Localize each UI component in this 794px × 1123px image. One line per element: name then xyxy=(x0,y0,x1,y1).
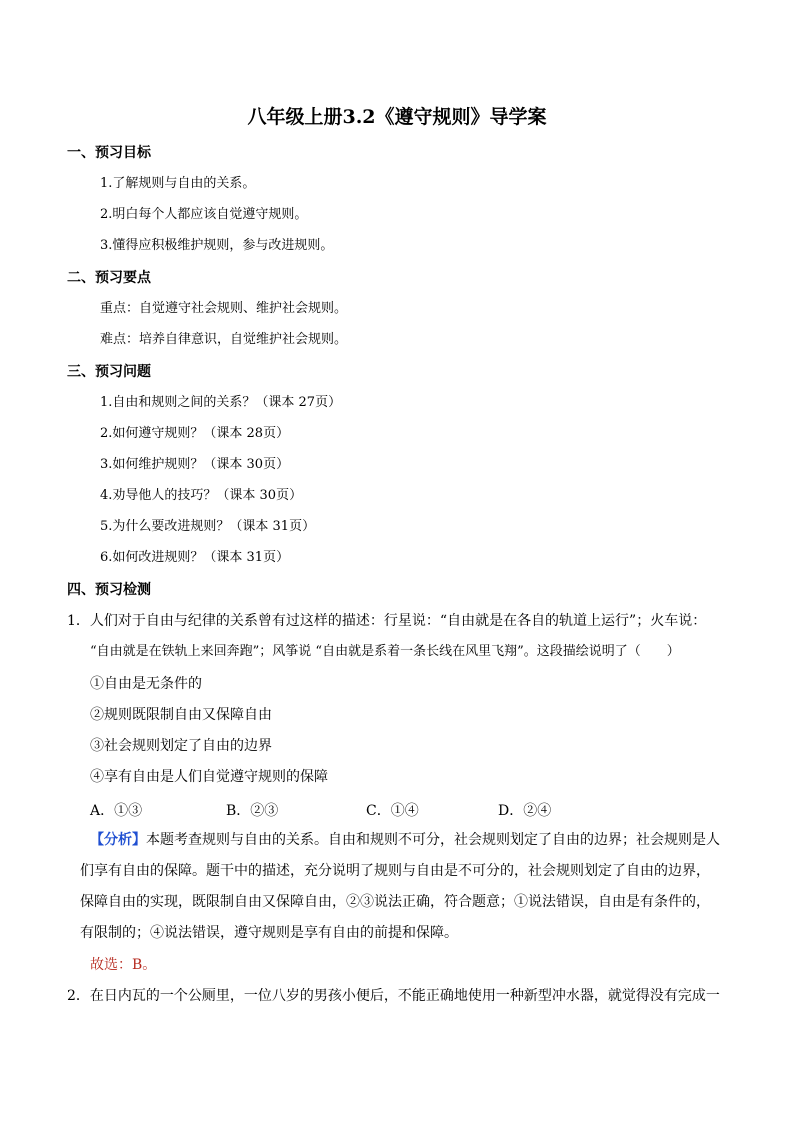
objective-item: 3.懂得应积极维护规则，参与改进规则。 xyxy=(100,238,334,253)
section-heading-key-points: 二、预习要点 xyxy=(67,270,151,286)
question-2-stem: 2．在日内瓦的一个公厕里，一位八岁的男孩小便后，不能正确地使用一种新型冲水器，就觉得没有完成一 xyxy=(67,988,720,1004)
question-1-stem: 1．人们对于自由与纪律的关系曾有过这样的描述：行星说：“自由就是在各自的轨道上运行”；火车说： xyxy=(67,613,707,629)
statement-option: ①自由是无条件的 xyxy=(90,676,202,692)
key-point-item: 难点：培养自律意识，自觉维护社会规则。 xyxy=(100,332,348,347)
statement-option: ②规则既限制自由又保障自由 xyxy=(90,707,272,723)
answer-text: 故选：B。 xyxy=(90,957,157,973)
key-point-item: 重点：自觉遵守社会规则、维护社会规则。 xyxy=(100,301,348,316)
choice-d: D．②④ xyxy=(498,803,552,819)
answer-choices xyxy=(90,800,610,822)
question-1-stem-cont: “自由就是在铁轨上来回奔跑”；风筝说 “自由就是系着一条长线在风里飞翔”。这段描绘说明了（ ） xyxy=(90,644,680,659)
analysis-line: 保障自由的实现，既限制自由又保障自由，②③说法正确，符合题意；①说法错误，自由是有条件的， xyxy=(80,894,710,910)
objective-item: 1.了解规则与自由的关系。 xyxy=(100,176,256,191)
question-item: 1.自由和规则之间的关系？（课本 27页） xyxy=(100,395,342,410)
statement-option: ④享有自由是人们自觉遵守规则的保障 xyxy=(90,769,328,785)
analysis-tag: 【分析】 xyxy=(90,832,146,848)
question-item: 3.如何维护规则？（课本 30页） xyxy=(100,457,290,472)
question-item: 5.为什么要改进规则？（课本 31页） xyxy=(100,519,316,534)
choice-a: A．①③ xyxy=(90,803,143,819)
choice-c: C．①④ xyxy=(366,803,419,819)
section-heading-check: 四、预习检测 xyxy=(67,582,151,598)
section-heading-objectives: 一、预习目标 xyxy=(67,145,151,161)
objective-item: 2.明白每个人都应该自觉遵守规则。 xyxy=(100,207,308,222)
question-item: 6.如何改进规则？（课本 31页） xyxy=(100,550,290,565)
document-title: 八年级上册3.2《遵守规则》导学案 xyxy=(247,106,547,128)
question-item: 2.如何遵守规则？（课本 28页） xyxy=(100,426,290,441)
analysis-line: 们享有自由的保障。题干中的描述，充分说明了规则与自由是不可分的，社会规则划定了自由的边界， xyxy=(80,863,710,879)
analysis-text: 本题考查规则与自由的关系。自由和规则不可分，社会规则划定了自由的边界；社会规则是人 xyxy=(146,832,720,848)
statement-option: ③社会规则划定了自由的边界 xyxy=(90,738,272,754)
section-heading-questions: 三、预习问题 xyxy=(67,364,151,380)
analysis-line: 有限制的；④说法错误，遵守规则是享有自由的前提和保障。 xyxy=(80,925,458,941)
analysis-line xyxy=(90,829,720,851)
question-item: 4.劝导他人的技巧？（课本 30页） xyxy=(100,488,303,503)
choice-b: B．②③ xyxy=(226,803,279,819)
